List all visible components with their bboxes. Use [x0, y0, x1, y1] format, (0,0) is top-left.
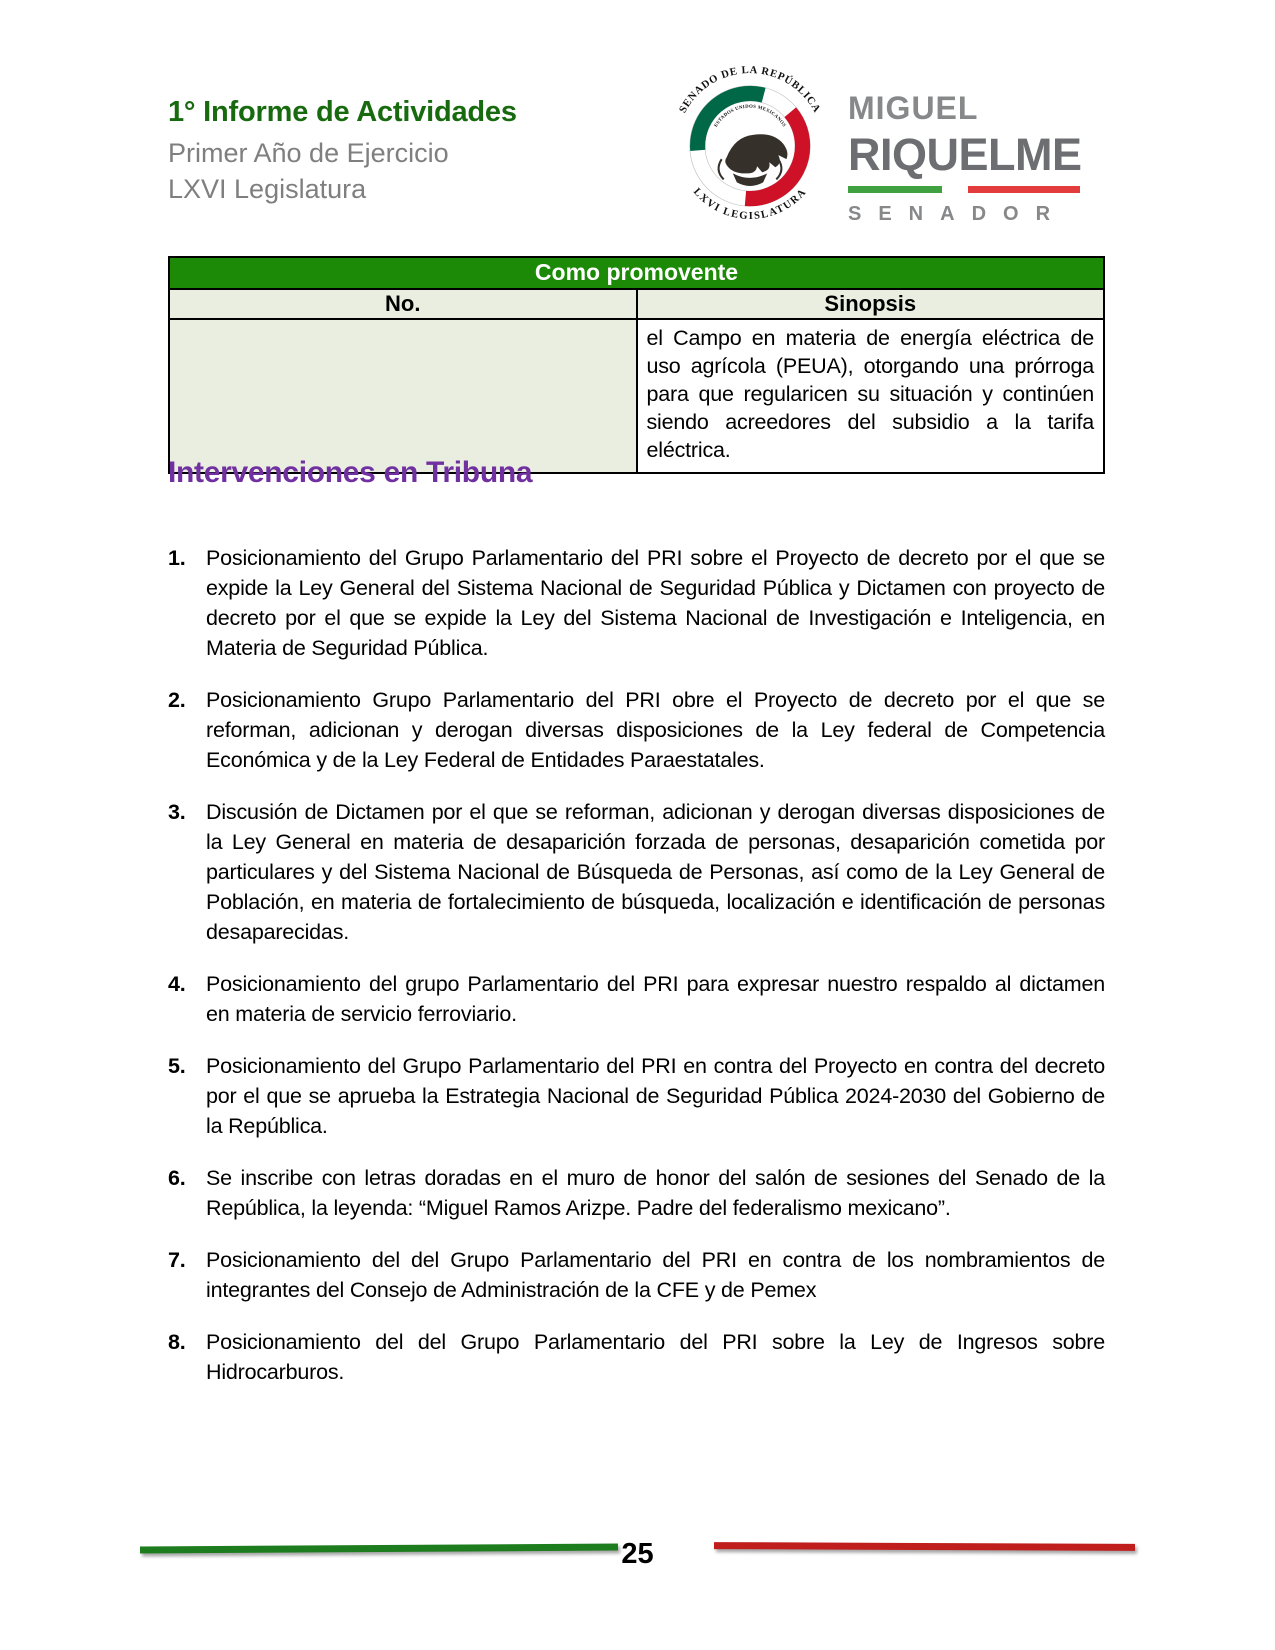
list-item-number: 5.	[168, 1054, 186, 1078]
list-item-number: 8.	[168, 1330, 186, 1354]
cell-sinopsis: el Campo en materia de energía eléctrica de uso agrícola (PEUA), otorgando una prórroga para que regularicen su situación y continúen siendo acreedores del subsidio a la tarifa eléctrica.	[637, 319, 1105, 473]
list-item-number: 2.	[168, 688, 186, 712]
senator-wordmark	[848, 60, 1086, 226]
wordmark-line-gap	[942, 186, 968, 193]
table-column-header-row	[169, 289, 1104, 319]
wordmark-green-line	[848, 186, 942, 193]
page-number: 25	[621, 1538, 654, 1570]
list-item-text: Posicionamiento Grupo Parlamentario del PRI obre el Proyecto de decreto por el que se reforman, adicionan y derogan diversas disposiciones de la Ley federal de Competencia Económica y de la Ley Federal de Entidades Paraestatales.	[206, 688, 1105, 772]
list-item-text: Posicionamiento del grupo Parlamentario del PRI para expresar nuestro respaldo al dictamen en materia de servicio ferroviario.	[206, 972, 1105, 1026]
list-item	[168, 1051, 1105, 1141]
list-item-text: Posicionamiento del del Grupo Parlamentario del PRI en contra de los nombramientos de integrantes del Consejo de Administración de la CFE y de Pemex	[206, 1248, 1105, 1302]
list-item-number: 7.	[168, 1248, 186, 1272]
senator-last-name: RIQUELME	[848, 129, 1082, 180]
table-title: Como promovente	[169, 257, 1104, 289]
list-item	[168, 543, 1105, 663]
senate-seal-logo	[664, 60, 836, 232]
table-row	[169, 319, 1104, 473]
list-item-number: 1.	[168, 546, 186, 570]
wordmark-red-line	[968, 186, 1080, 193]
list-item-number: 6.	[168, 1166, 186, 1190]
list-item	[168, 1163, 1105, 1223]
column-header-no: No.	[169, 289, 637, 319]
report-title: 1° Informe de Actividades	[168, 96, 517, 128]
seal-inner-caption: ESTADOS UNIDOS MEXICANOS	[713, 104, 787, 129]
list-item	[168, 1245, 1105, 1305]
senator-role-label: SENADOR	[848, 203, 1068, 225]
brand-block	[664, 60, 1086, 232]
report-header	[168, 96, 517, 207]
list-item-text: Posicionamiento del Grupo Parlamentario del PRI sobre el Proyecto de decreto por el que se expide la Ley General del Sistema Nacional de Seguridad Pública y Dictamen con proyecto de decreto por el que se expide la Ley del Sistema Nacional de Investigación e Inteligencia, en Materia de Seguridad Pública.	[206, 546, 1105, 660]
report-subtitle	[168, 135, 517, 207]
list-item-text: Discusión de Dictamen por el que se reforman, adicionan y derogan diversas disposiciones de la Ley General en materia de desaparición forzada de personas, desaparición cometida por particulares y del Sistema Nacional de Búsqueda de Personas, así como de la Ley General de Población, en materia de fortalecimiento de búsqueda, localización e identificación de personas desaparecidas.	[206, 800, 1105, 944]
list-item	[168, 685, 1105, 775]
report-subtitle-line1: Primer Año de Ejercicio	[168, 138, 449, 168]
list-item-text: Posicionamiento del del Grupo Parlamentario del PRI sobre la Ley de Ingresos sobre Hidrocarburos.	[206, 1330, 1105, 1384]
list-item-number: 4.	[168, 972, 186, 996]
senator-first-name: MIGUEL	[848, 90, 979, 126]
seal-top-caption: SENADO DE LA REPÚBLICA	[677, 64, 823, 115]
table-title-row	[169, 257, 1104, 289]
section-heading: Intervenciones en Tribuna	[168, 456, 533, 489]
tribuna-list	[168, 543, 1105, 1409]
list-item	[168, 969, 1105, 1029]
list-item	[168, 1327, 1105, 1387]
report-subtitle-line2: LXVI Legislatura	[168, 174, 367, 204]
list-item-number: 3.	[168, 800, 186, 824]
column-header-sinopsis: Sinopsis	[637, 289, 1105, 319]
promovente-table	[168, 256, 1105, 474]
list-item-text: Posicionamiento del Grupo Parlamentario del PRI en contra del Proyecto en contra del decreto por el que se aprueba la Estrategia Nacional de Seguridad Pública 2024-2030 del Gobierno de la República.	[206, 1054, 1105, 1138]
list-item-text: Se inscribe con letras doradas en el muro de honor del salón de sesiones del Senado de la República, la leyenda: “Miguel Ramos Arizpe. Padre del federalismo mexicano”.	[206, 1166, 1105, 1220]
wordmark-accent-lines	[848, 186, 1086, 193]
cell-no	[169, 319, 637, 473]
seal-bottom-caption: LXVI LEGISLATURA	[690, 186, 810, 223]
list-item	[168, 797, 1105, 947]
